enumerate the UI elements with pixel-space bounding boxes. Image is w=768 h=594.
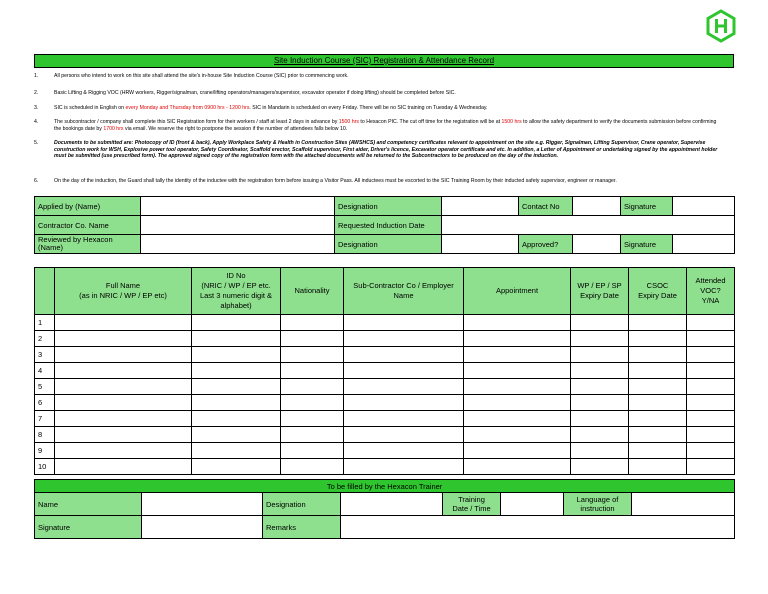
note-text	[54, 178, 724, 185]
note-text	[54, 90, 724, 97]
table-cell[interactable]	[55, 411, 192, 427]
table-row	[35, 411, 735, 427]
table-cell[interactable]	[629, 459, 687, 475]
table-cell[interactable]	[571, 347, 629, 363]
employer-header: Sub-Contractor Co / Employer Name	[344, 268, 464, 315]
row-number: 3	[35, 347, 55, 363]
table-cell[interactable]	[571, 459, 629, 475]
training-date-label: Training Date / Time	[443, 493, 501, 516]
table-cell[interactable]	[687, 331, 735, 347]
table-cell[interactable]	[571, 443, 629, 459]
table-cell[interactable]	[464, 395, 571, 411]
table-cell[interactable]	[55, 379, 192, 395]
id-no-header: ID No (NRIC / WP / EP etc. Last 3 numeric digit & alphabet)	[192, 268, 281, 315]
table-cell[interactable]	[629, 427, 687, 443]
table-cell[interactable]	[344, 331, 464, 347]
table-row	[35, 315, 735, 331]
reviewer-signature-field[interactable]	[673, 235, 735, 254]
note-text	[54, 73, 724, 80]
table-cell[interactable]	[281, 443, 344, 459]
table-cell[interactable]	[344, 379, 464, 395]
approved-label: Approved?	[519, 235, 573, 254]
table-cell[interactable]	[192, 363, 281, 379]
trainer-name-field[interactable]	[142, 493, 263, 516]
table-cell[interactable]	[687, 347, 735, 363]
applied-by-label: Applied by (Name)	[35, 197, 141, 216]
table-cell[interactable]	[571, 363, 629, 379]
note-fragment: to Hexacon PIC. The cut off time for the registration will be at	[358, 119, 502, 125]
reviewer-designation-label: Designation	[335, 235, 442, 254]
note-fragment: every Monday and Thursday from 0900 hrs - 1200 hrs	[125, 105, 250, 111]
table-cell[interactable]	[192, 347, 281, 363]
row-number: 1	[35, 315, 55, 331]
table-cell[interactable]	[344, 443, 464, 459]
trainer-name-label: Name	[35, 493, 142, 516]
table-cell[interactable]	[629, 443, 687, 459]
table-cell[interactable]	[192, 427, 281, 443]
table-cell[interactable]	[281, 363, 344, 379]
note-text	[54, 105, 724, 112]
table-cell[interactable]	[687, 395, 735, 411]
table-cell[interactable]	[281, 331, 344, 347]
row-number: 2	[35, 331, 55, 347]
trainer-table	[34, 479, 735, 539]
contractor-label: Contractor Co. Name	[35, 216, 141, 235]
table-cell[interactable]	[55, 331, 192, 347]
table-cell[interactable]	[55, 443, 192, 459]
table-cell[interactable]	[55, 363, 192, 379]
row-number: 9	[35, 443, 55, 459]
table-cell[interactable]	[464, 315, 571, 331]
table-cell[interactable]	[687, 379, 735, 395]
table-cell[interactable]	[281, 379, 344, 395]
row-number: 6	[35, 395, 55, 411]
row-number: 4	[35, 363, 55, 379]
table-cell[interactable]	[192, 443, 281, 459]
table-cell[interactable]	[464, 363, 571, 379]
note-fragment: The subcontractor / company shall complete this SIC Registration form for their workers / staff at least 2 days in advance by	[54, 119, 339, 125]
table-row	[35, 459, 735, 475]
table-cell[interactable]	[629, 395, 687, 411]
wp-expiry-header: WP / EP / SP Expiry Date	[571, 268, 629, 315]
table-cell[interactable]	[629, 363, 687, 379]
table-cell[interactable]	[571, 331, 629, 347]
note-fragment: Documents to be submitted are: Photocopy of ID (front & back), Apply Workplace Safety & Health in Construction Sites (AWSHCS) and competency certificates relevant to appointment on the site e.g. Rigger, Signalman, Lifting Supervisor, Crane operator, Supervise construction work for WSH, Explosive power tool operator, Safety Coordinator, Scaffold erector, Scaffold supervisor, First aider, Driver's licence, Excavator operator certificate and etc. In addition, a Letter of Appointment or undertaking signed by the appointment holder must be submitted (use prescribed form). The approved signed copy of the registration form with the attached documents will be returned to the Subcontractors to be produced on the day of the induction.	[54, 140, 718, 159]
table-cell[interactable]	[464, 459, 571, 475]
table-cell[interactable]	[55, 459, 192, 475]
reviewer-designation-field[interactable]	[442, 235, 519, 254]
note-fragment: via email. We reserve the right to postpone the session if the number of attendees falls below 10.	[123, 125, 348, 132]
reviewed-by-label: Reviewed by Hexacon (Name)	[35, 235, 141, 254]
note-fragment: . SIC in Mandarin is scheduled on every Friday. There will be no SIC training on Tuesday & Wednesday.	[249, 105, 488, 111]
designation-field[interactable]	[442, 197, 519, 216]
contact-no-field[interactable]	[573, 197, 621, 216]
remarks-field[interactable]	[341, 516, 735, 539]
table-cell[interactable]	[571, 411, 629, 427]
table-cell[interactable]	[571, 315, 629, 331]
applied-by-field[interactable]	[141, 197, 335, 216]
table-cell[interactable]	[192, 379, 281, 395]
table-cell[interactable]	[464, 443, 571, 459]
training-date-field[interactable]	[501, 493, 564, 516]
applicant-info-table	[34, 196, 735, 254]
voc-header: Attended VOC? Y/NA	[687, 268, 735, 315]
table-cell[interactable]	[687, 315, 735, 331]
table-cell[interactable]	[281, 347, 344, 363]
note-fragment: 1700 hrs	[103, 125, 124, 132]
trainer-designation-field[interactable]	[341, 493, 443, 516]
table-cell[interactable]	[687, 427, 735, 443]
contractor-field[interactable]	[141, 216, 335, 235]
trainer-signature-label: Signature	[35, 516, 142, 539]
table-cell[interactable]	[464, 379, 571, 395]
table-cell[interactable]	[344, 315, 464, 331]
row-number: 10	[35, 459, 55, 475]
table-cell[interactable]	[55, 347, 192, 363]
table-cell[interactable]	[687, 443, 735, 459]
note-fragment: SIC is scheduled in English on	[54, 105, 126, 111]
reviewed-by-field[interactable]	[141, 235, 335, 254]
table-cell[interactable]	[281, 459, 344, 475]
table-cell[interactable]	[687, 459, 735, 475]
table-cell[interactable]	[192, 395, 281, 411]
table-cell[interactable]	[629, 347, 687, 363]
table-row	[35, 331, 735, 347]
appointment-header: Appointment	[464, 268, 571, 315]
table-cell[interactable]	[344, 363, 464, 379]
note-text	[54, 119, 724, 132]
table-cell[interactable]	[192, 331, 281, 347]
full-name-header: Full Name (as in NRIC / WP / EP etc)	[55, 268, 192, 315]
table-cell[interactable]	[629, 379, 687, 395]
approved-field[interactable]	[573, 235, 621, 254]
table-cell[interactable]	[464, 331, 571, 347]
signature-label: Signature	[621, 197, 673, 216]
csoc-expiry-header: CSOC Expiry Date	[629, 268, 687, 315]
table-cell[interactable]	[344, 427, 464, 443]
table-cell[interactable]	[344, 347, 464, 363]
table-cell[interactable]	[464, 427, 571, 443]
table-row	[35, 363, 735, 379]
note-fragment: Basic Lifting & Rigging VOC (HRW workers, Rigger/signalman, crane/lifting operators/managers/supervisor, excavator operator if doing lifting) should be completed before SIC.	[54, 90, 456, 96]
table-cell[interactable]	[629, 315, 687, 331]
table-cell[interactable]	[192, 315, 281, 331]
table-cell[interactable]	[55, 427, 192, 443]
note-fragment: 1500 hrs	[501, 119, 522, 125]
table-cell[interactable]	[344, 395, 464, 411]
table-row	[35, 395, 735, 411]
table-cell[interactable]	[629, 331, 687, 347]
table-cell[interactable]	[464, 411, 571, 427]
nationality-header: Nationality	[281, 268, 344, 315]
requested-date-field[interactable]	[442, 216, 735, 235]
note-text	[54, 140, 724, 160]
table-cell[interactable]	[687, 363, 735, 379]
table-row	[35, 347, 735, 363]
hexacon-logo-icon	[704, 9, 738, 43]
trainer-signature-field[interactable]	[142, 516, 263, 539]
requested-date-label: Requested Induction Date	[335, 216, 442, 235]
table-cell[interactable]	[629, 411, 687, 427]
table-cell[interactable]	[571, 427, 629, 443]
signature-field[interactable]	[673, 197, 735, 216]
table-cell[interactable]	[281, 395, 344, 411]
row-number-header	[35, 268, 55, 315]
contact-no-label: Contact No	[519, 197, 573, 216]
row-number: 7	[35, 411, 55, 427]
note-fragment: On the day of the induction, the Guard shall tally the identity of the inductee with the registration form before issuing a Visitor Pass. All inductees must be escorted to the SIC Training Room by their inducted safety supervisor, engineer or manager.	[54, 178, 617, 184]
attendance-table	[34, 267, 735, 475]
table-cell[interactable]	[344, 411, 464, 427]
table-cell[interactable]	[55, 395, 192, 411]
table-cell[interactable]	[281, 315, 344, 331]
table-cell[interactable]	[281, 411, 344, 427]
trainer-section-bar: To be filled by the Hexacon Trainer	[35, 480, 735, 493]
table-cell[interactable]	[344, 459, 464, 475]
remarks-label: Remarks	[263, 516, 341, 539]
table-cell[interactable]	[464, 347, 571, 363]
table-cell[interactable]	[192, 411, 281, 427]
table-cell[interactable]	[192, 459, 281, 475]
note-fragment: 1500 hrs	[338, 119, 359, 125]
table-cell[interactable]	[687, 411, 735, 427]
table-row	[35, 443, 735, 459]
reviewer-signature-label: Signature	[621, 235, 673, 254]
table-row	[35, 379, 735, 395]
trainer-designation-label: Designation	[263, 493, 341, 516]
note-fragment: All persons who intend to work on this site shall attend the site's in-house Site Induction Course (SIC) prior to commencing work.	[54, 73, 349, 79]
row-number: 8	[35, 427, 55, 443]
language-field[interactable]	[632, 493, 735, 516]
table-row	[35, 427, 735, 443]
row-number: 5	[35, 379, 55, 395]
language-label: Language of instruction	[564, 493, 632, 516]
table-cell[interactable]	[55, 315, 192, 331]
designation-label: Designation	[335, 197, 442, 216]
table-cell[interactable]	[571, 395, 629, 411]
form-title: Site Induction Course (SIC) Registration & Attendance Record	[34, 54, 734, 68]
table-cell[interactable]	[571, 379, 629, 395]
note-fragment: to allow the safety department to verify the documents submission before confirming the bookings date by	[54, 119, 717, 132]
table-cell[interactable]	[281, 427, 344, 443]
